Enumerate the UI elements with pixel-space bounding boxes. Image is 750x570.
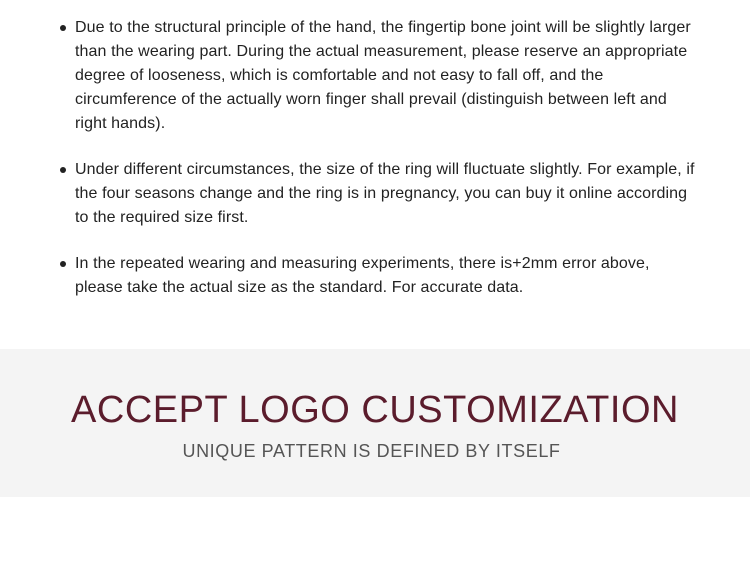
bullet-icon bbox=[60, 25, 66, 31]
banner-title: ACCEPT LOGO CUSTOMIZATION bbox=[71, 389, 679, 431]
logo-customization-banner bbox=[0, 349, 750, 497]
bullet-icon bbox=[60, 167, 66, 173]
note-item-fluctuation bbox=[60, 158, 700, 230]
bullet-icon bbox=[60, 261, 66, 267]
note-item-error bbox=[60, 252, 700, 300]
note-item-fit bbox=[60, 16, 700, 136]
banner-subtitle: UNIQUE PATTERN IS DEFINED BY ITSELF bbox=[182, 441, 561, 461]
note-text: Due to the structural principle of the hand, the fingertip bone joint will be slightly larger than the wearing part. During the actual measurement, please reserve an appropriate degree of looseness, which is comfortable and not easy to fall off, and the circumference of the actually worn finger shall prevail (distinguish between left and right hands). bbox=[75, 19, 691, 132]
note-text: Under different circumstances, the size of the ring will fluctuate slightly. For example, if the four seasons change and the ring is in pregnancy, you can buy it online according to the required size first. bbox=[75, 161, 695, 226]
note-text: In the repeated wearing and measuring experiments, there is+2mm error above, please take the actual size as the standard. For accurate data. bbox=[75, 255, 650, 296]
